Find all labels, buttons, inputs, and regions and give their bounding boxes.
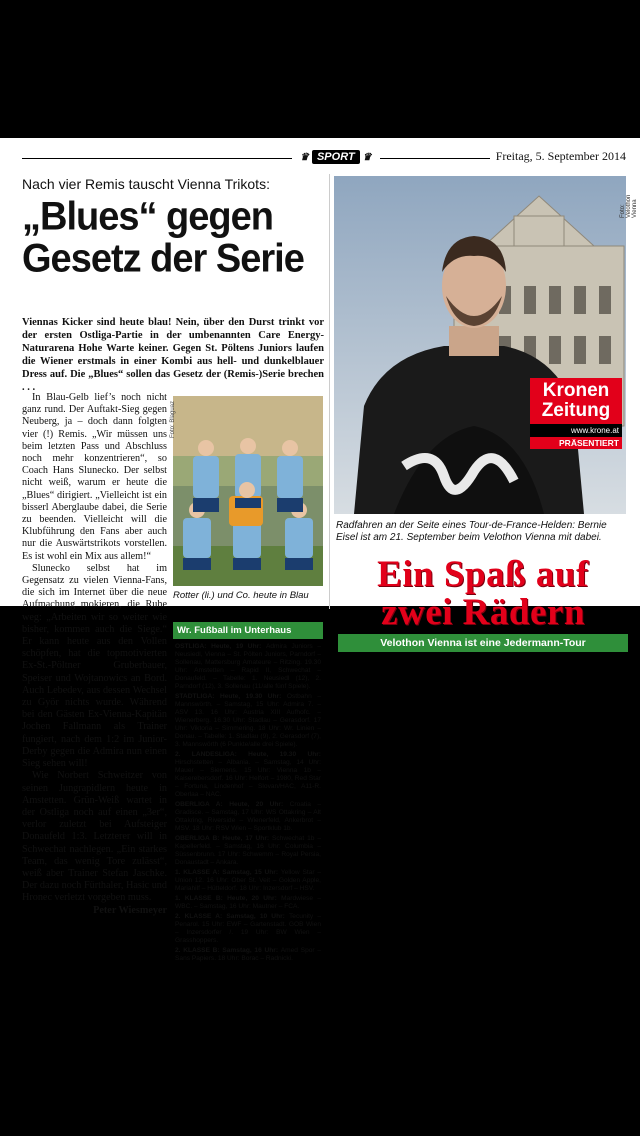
fixture-matches: Yellow Star – Union 12. 16 Uhr: Ober St. Veit – Golden Apple, Mariahilf – Hütteldorf. 18 Uhr: Inzersdorf – HSV. <box>175 869 321 892</box>
fixture-league: OBERLIGA B: Heute, 17 Uhr: <box>175 835 272 842</box>
fixture-entry <box>175 869 321 893</box>
fixture-entry <box>175 913 321 945</box>
headline-line-2: zwei Rädern <box>381 592 585 633</box>
article-author: Peter Wiesmeyer <box>93 904 167 916</box>
fixture-league: 2. KLASSE B: Samstag, 16 Uhr: <box>175 947 281 954</box>
issue-date: Freitag, 5. September 2014 <box>490 149 626 164</box>
fixture-matches: Amed Spor – Sans Papiers. 18 Uhr: Borac – Radnicki. <box>175 947 321 962</box>
body-paragraph-text: Wie Norbert Schweitzer von seinen Jungrapidlern heute in Amstetten. Grün-Weiß wartet in der Ostliga noch auf einen „3er“, verlor zuletzt bei Aufsteiger Donaufeld 1:3. Letzterer will in Schwechat nachlegen. „Ein starkes Team, das wenig Tore zulässt“, weiß aber Trainer Stefan Jaschke. Der dazu noch Fürthaler, Hasic und Hronec verletzt vorgeben muss. <box>22 770 167 904</box>
fixture-entry <box>175 693 321 749</box>
column-divider <box>329 174 330 609</box>
photo-caption: Rotter (li.) und Co. heute in Blau <box>173 590 309 601</box>
fixtures-list <box>173 639 323 969</box>
article-kicker: Nach vier Remis tauscht Vienna Trikots: <box>22 176 270 192</box>
body-paragraph: Slunecko selbst hat im Gegensatz zu vielen Vienna-Fans, die sich im Internet über die neue Aufmachung mokieren, die Ruhe weg: „Arbeiten wir so weiter wie bisher, kommen auch die Siege.“ Er kann heute aus den Vollen schöpfen, hat die topmotivierten Ex-St.-Pöltner Gruberbauer, Speiser und Wojtanowics an Bord. Auch Lebedev, aus dessen Wechsel zu Györ nichts wurde. Während bei den Gästen Ex-Vienna-Kapitän Jochen Fallmann als Trainer fungiert, nach dem 1:2 im Junior-Derby gegen die Admira nun einen Sieg sehen will! <box>22 562 167 770</box>
logo-line-2: Zeitung <box>541 400 611 421</box>
cyclist-photo-image <box>334 176 626 514</box>
logo-presents: PRÄSENTIERT <box>530 437 622 449</box>
page-header <box>0 138 640 174</box>
fixture-league: STADTLIGA: Heute, 19.30 Uhr: <box>175 693 287 700</box>
section-label <box>292 148 380 166</box>
body-paragraph <box>22 770 167 916</box>
fixture-matches: Hirschstetten – Albania. – Samstag, 14 Uhr: Mauer – Siemens. 15 Uhr: Vienna 1b – Kaiserebersdorf. 16 Uhr: Helfort – 1980, Red Star – Fortuna, Lindenhof – Slovan/HAC, A11-R. Oberlaa – NAC. <box>175 759 321 798</box>
fixture-league: 1. KLASSE B: Heute, 20 Uhr: <box>175 895 282 902</box>
team-photo-image <box>173 396 323 586</box>
fixture-league: OSTLIGA: Heute, 19 Uhr: <box>175 643 266 650</box>
fixture-matches: Admira Juniors – Neusiedl, Vienna – St. Pölten Juniors, Parndorf – Sollenau, Mattersburg Amateure – Ritzing. 19.30 Uhr: Amstetten – Rapid II, Schwechat – Donaufeld. – Tabelle: 1. Neusiedl (12), 2. Parndorf (12), 3. Sollenau (11/alle fünf Spiele). <box>175 643 321 690</box>
body-paragraph: In Blau-Gelb lief’s noch nicht ganz rund. Der Auftakt-Sieg gegen Neuberg, ja – doch dann folgten vier (!) Remis. „Wir müssen uns beim letzten Pass und Abschluss noch mehr konzentrieren“, so Coach Hans Slunecko. Der selbst nicht weiß, warum er heute die „Blues“ dirigiert. „Vielleicht ist ein bisserl Aberglaube dabei, die Serie zu beenden. Vielleicht will die Klubführung den Fans aber auch nur die Auswärtstrikots vorstellen. Es ist wohl ein Mix aus allem!“ <box>22 392 167 562</box>
fixture-matches: Mardwiese – WBC. – Samstag, 16 Uhr: Mautner – FCA. <box>175 895 321 910</box>
logo-line-1: Kronen <box>542 380 610 401</box>
crown-icon: ♛ <box>300 151 309 163</box>
fixture-league: 1. KLASSE A: Samstag, 15 Uhr: <box>175 869 281 876</box>
article-headline: „Blues“ gegen Gesetz der Serie <box>22 194 304 282</box>
article2-subtitle: Velothon Vienna ist eine Jedermann-Tour <box>338 634 628 652</box>
fixture-league: 2. LANDESLIGA: Heute, 19.30 Uhr: <box>175 751 321 758</box>
fixture-entry <box>175 895 321 911</box>
fixture-league: OBERLIGA A: Heute, 20 Uhr: <box>175 801 290 808</box>
section-name: SPORT <box>312 150 360 164</box>
hero-photo-credit: Foto: Velothon Vienna <box>620 194 638 218</box>
fixture-entry <box>175 801 321 833</box>
headline-line-1: Ein Spaß auf <box>377 554 589 595</box>
photo-credit: Foto: Blaguaz <box>170 400 176 438</box>
article-lead: Viennas Kicker sind heute blau! Nein, über den Durst trinkt vor der ersten Ostliga-Partie in der umbenannten Care Energy-Naturarena Hohe Warte keiner. Gegen St. Pöltens Juniors laufen die Wiener erstmals in einer Kombi aus hell- und dunkelblauer Dress auf. Die „Blues“ sollen das Gesetz der (Remis-)Serie brechen . . . <box>22 317 324 393</box>
fixture-league: 2. KLASSE A: Samstag, 10 Uhr: <box>175 913 290 920</box>
hero-caption: Radfahren an der Seite eines Tour-de-France-Helden: Bernie Eisel ist am 21. September beim Velothon Vienna mit dabei. <box>336 520 607 543</box>
fixture-matches: Croatia – Gradisce. – Samstag, 17 Uhr: WS Ottakring – Alt Ottakring, Riverside – Wienerfeld, Ankerbrot – MSV. 18 Uhr: RSV Wien – Sportklub 1b. <box>175 801 321 832</box>
fixture-entry <box>175 751 321 799</box>
article2-headline <box>338 556 628 632</box>
fixture-entry <box>175 835 321 867</box>
crown-icon: ♛ <box>362 151 372 163</box>
fixture-matches: Ostbahn – Mannswörth. – Samstag, 15 Uhr: Admira 7. – ASV 13. 16 Uhr: Austria XIII Aufhofc. – Wienerberg. 16.30 Uhr: Stadlau – Gerasdorf. 17 Uhr: Viktoria – Simmering. 18 Uhr: Wr. Linien – Donau. – Tabelle: 1. Stadlau (9), 2. Gerasdorf (7), 3. Mannswörth (6 Punkte/alle drei Spiele). <box>175 693 321 748</box>
fixtures-box <box>173 622 323 969</box>
kronen-zeitung-logo <box>530 378 622 449</box>
article-body <box>22 392 167 917</box>
team-photo <box>173 396 323 604</box>
fixtures-title: Wr. Fußball im Unterhaus <box>173 622 323 639</box>
fixture-entry <box>175 947 321 963</box>
newspaper-page <box>0 138 640 962</box>
logo-wordmark <box>530 378 622 424</box>
fixture-matches: Tecunity – Penarol. 15 Uhr: EWF – Gartenstadt. GOB Wien – Inzersdorfer /. 19 Uhr: BW Wien – Grasshoppers. <box>175 913 322 944</box>
fixture-matches: Schwechat 1b – Kapellerfeld. – Samstag, 16 Uhr: Columbia – Süssenbrunn. 17 Uhr: Schwemm – Royal Persia, Donaustadt – Ankara. <box>175 835 321 866</box>
logo-url: www.krone.at <box>530 424 622 437</box>
cyclist-photo <box>334 176 626 514</box>
fixture-entry <box>175 643 321 691</box>
